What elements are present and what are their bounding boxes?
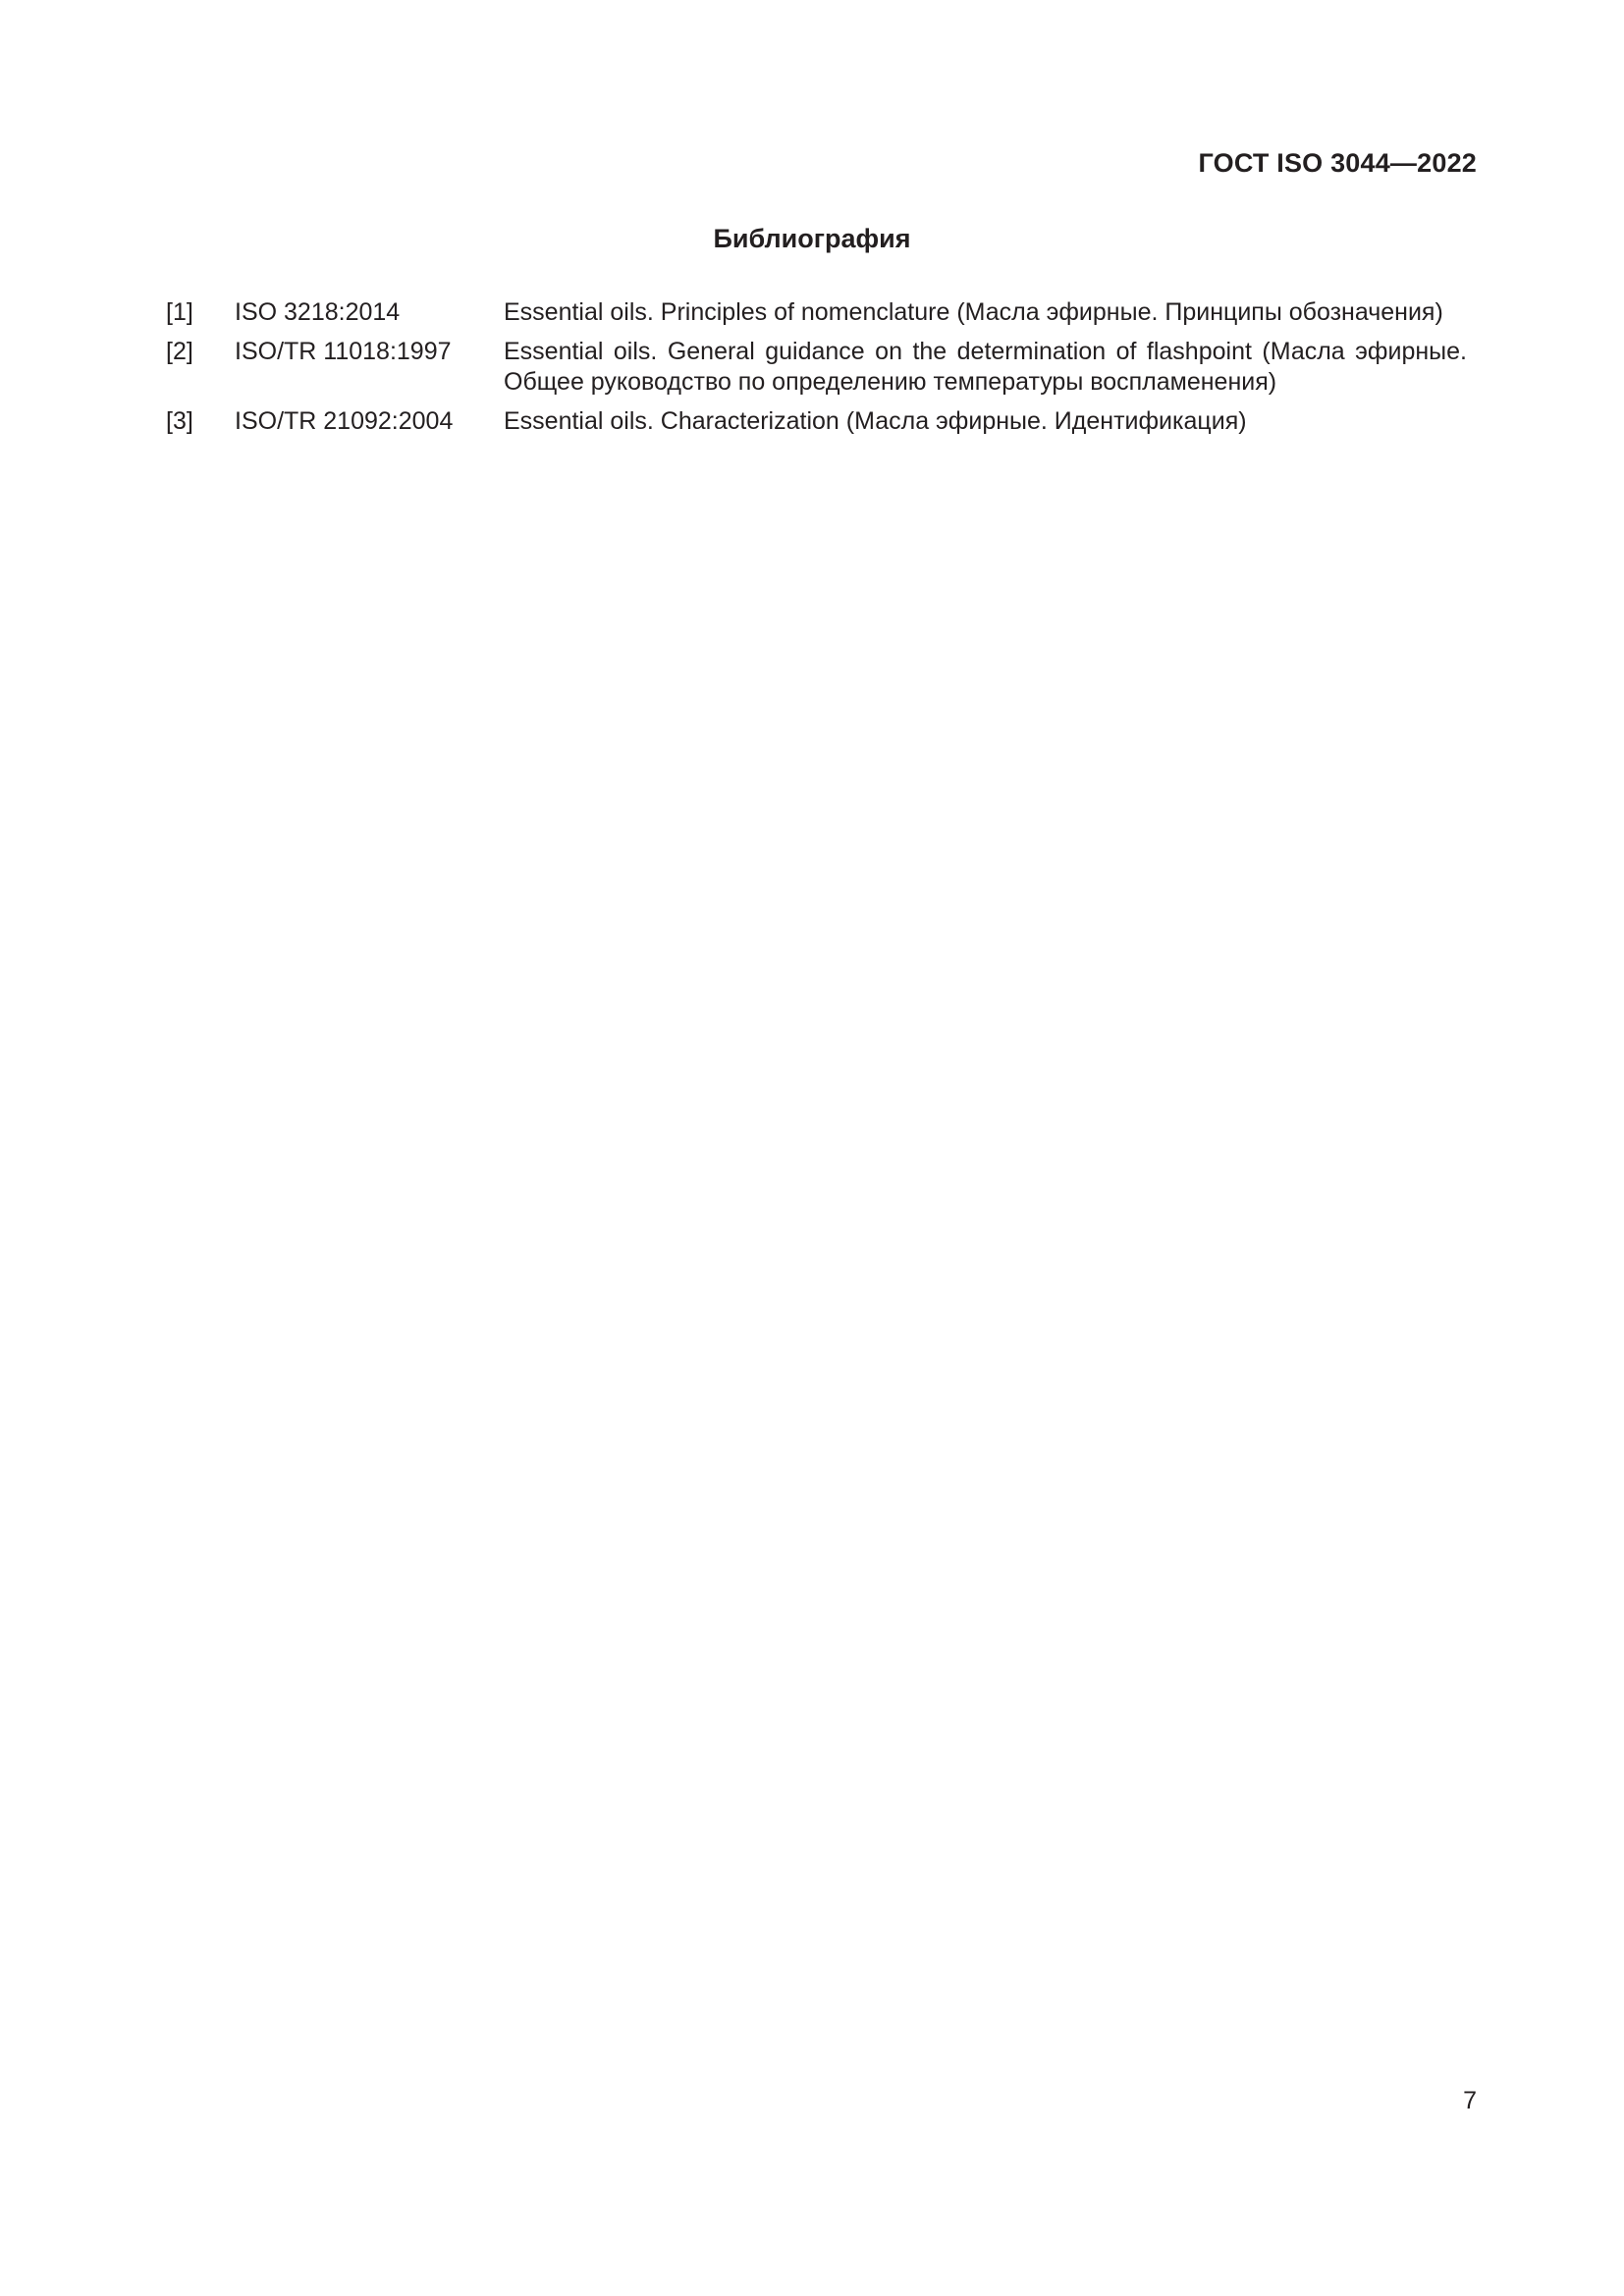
entry-standard-code: ISO/TR 11018:1997 — [235, 338, 452, 365]
entry-number: [3] — [166, 407, 193, 435]
bibliography-entry-1 — [166, 297, 1467, 328]
entry-standard-code: ISO 3218:2014 — [235, 298, 401, 326]
bibliography-list — [166, 297, 1467, 446]
entry-title: Essential oils. General guidance on the determination of flashpoint (Масла эфирные. Общее руководство по определению температуры воспламенения) — [504, 338, 1467, 396]
bibliography-entry-2 — [166, 337, 1467, 398]
entry-number: [1] — [166, 298, 193, 326]
section-title-bibliography: Библиография — [713, 224, 911, 253]
standard-code-header: ГОСТ ISO 3044—2022 — [1198, 148, 1477, 178]
bibliography-entry-3 — [166, 406, 1467, 437]
entry-title: Essential oils. Principles of nomenclature (Масла эфирные. Принципы обозначения) — [504, 298, 1443, 326]
page-number: 7 — [1463, 2087, 1477, 2114]
entry-title: Essential oils. Characterization (Масла эфирные. Идентификация) — [504, 407, 1247, 435]
entry-standard-code: ISO/TR 21092:2004 — [235, 407, 454, 435]
entry-number: [2] — [166, 338, 193, 365]
